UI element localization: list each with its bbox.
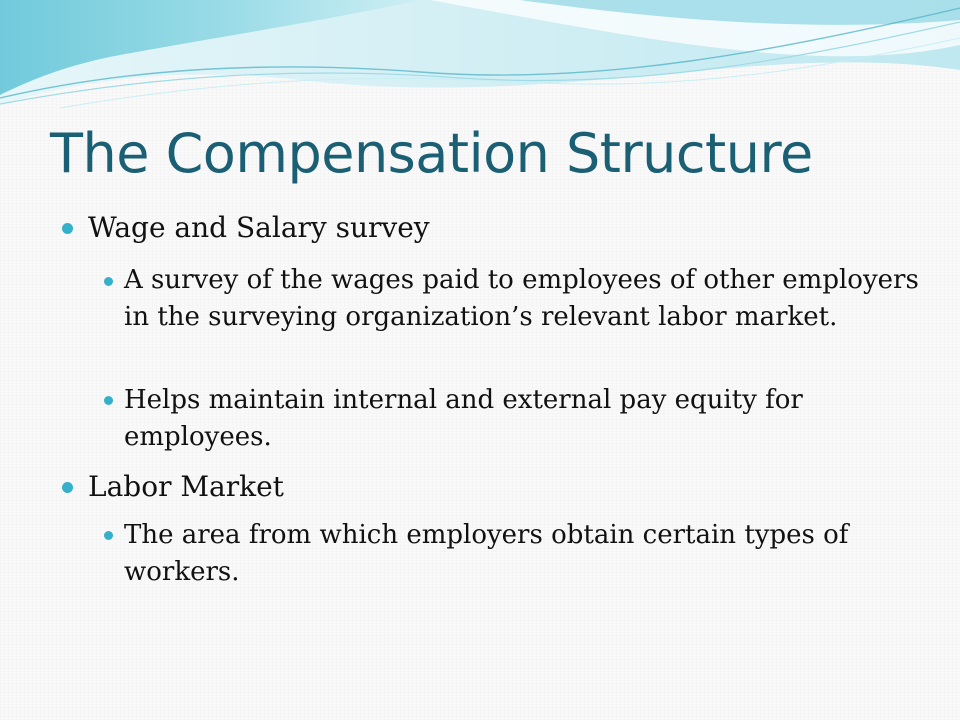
sub-bullet-dot: [104, 396, 113, 405]
section-heading: Wage and Salary survey: [88, 211, 430, 244]
section-heading: Labor Market: [88, 470, 284, 503]
bullet-dot: [62, 482, 73, 493]
sub-point: Helps maintain internal and external pay equity for employees.: [124, 385, 803, 452]
slide-title: The Compensation Structure: [50, 122, 813, 185]
sub-point: The area from which employers obtain certain types of workers.: [124, 520, 849, 587]
bullet-dot: [62, 223, 73, 234]
sub-point: A survey of the wages paid to employees of other employers in the surveying organization’s relevant labor market.: [124, 265, 919, 332]
sub-bullet-dot: [104, 277, 113, 286]
sub-bullet-dot: [104, 531, 113, 540]
